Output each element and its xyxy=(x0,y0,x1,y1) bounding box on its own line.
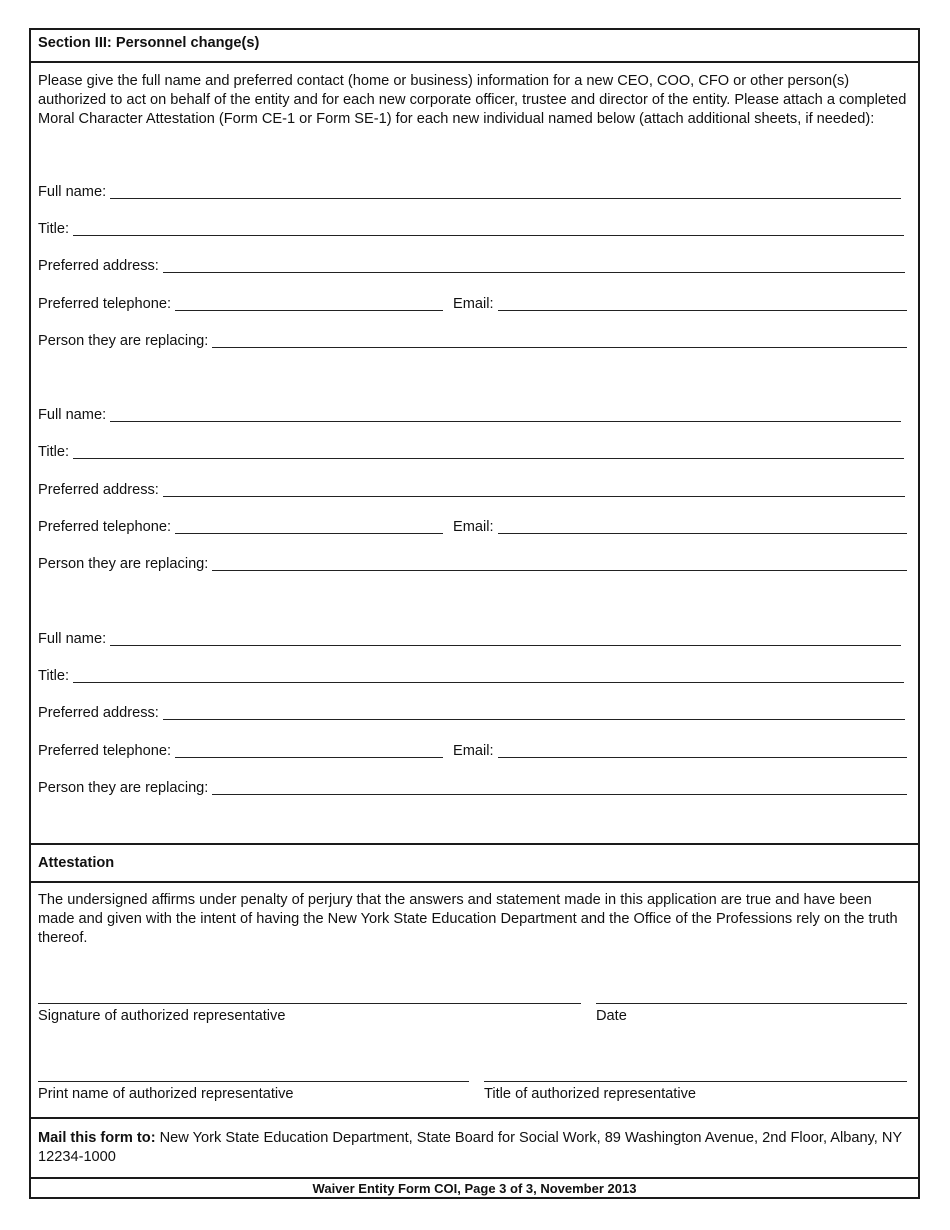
email-field-2[interactable] xyxy=(453,518,907,537)
signature-label: Signature of authorized representative xyxy=(38,1008,286,1024)
mail-instructions xyxy=(38,1129,908,1167)
address-label: Preferred address: xyxy=(38,258,159,274)
email-field-1[interactable] xyxy=(453,295,907,314)
attestation-heading: Attestation xyxy=(38,855,115,871)
email-label: Email: xyxy=(453,296,494,312)
full-name-field-1[interactable] xyxy=(38,183,901,202)
attestation-text: The undersigned affirms under penalty of perjury that the answers and statement made in this application are true and have been made and given with the intent of having the New York State Education Department and the Office of the Professions rely on the truth thereof. xyxy=(38,892,898,946)
page-footer: Waiver Entity Form COI, Page 3 of 3, November 2013 xyxy=(312,1181,637,1196)
section-heading: Section III: Personnel change(s) xyxy=(38,35,260,51)
print-name-label: Print name of authorized representative xyxy=(38,1086,294,1102)
divider xyxy=(29,843,920,845)
address-label: Preferred address: xyxy=(38,705,159,721)
date-label: Date xyxy=(596,1008,627,1024)
divider xyxy=(29,1177,920,1179)
telephone-field-1[interactable] xyxy=(38,295,443,314)
address-field-1[interactable] xyxy=(38,257,905,276)
address-label: Preferred address: xyxy=(38,482,159,498)
replacing-field-1[interactable] xyxy=(38,332,907,351)
email-label: Email: xyxy=(453,743,494,759)
telephone-field-2[interactable] xyxy=(38,518,443,537)
telephone-label: Preferred telephone: xyxy=(38,519,172,535)
title-label: Title: xyxy=(38,668,70,684)
telephone-label: Preferred telephone: xyxy=(38,296,172,312)
replacing-field-3[interactable] xyxy=(38,779,907,798)
replacing-field-2[interactable] xyxy=(38,555,907,574)
section-intro: Please give the full name and preferred contact (home or business) information for a new CEO, COO, CFO or other person(s) authorized to act on behalf of the entity and for each new corporate officer, trustee and director of the entity. Please attach a completed Moral Character Attestation (Form CE-1 or Form SE-1) for each new individual named below (attach additional sheets, if needed): xyxy=(38,73,907,127)
divider xyxy=(29,61,920,63)
full-name-label: Full name: xyxy=(38,407,107,423)
title-label: Title: xyxy=(38,221,70,237)
date-line[interactable] xyxy=(596,1003,907,1004)
email-field-3[interactable] xyxy=(453,742,907,761)
replacing-label: Person they are replacing: xyxy=(38,556,209,572)
replacing-label: Person they are replacing: xyxy=(38,333,209,349)
rep-title-line[interactable] xyxy=(484,1081,907,1082)
mail-label: Mail this form to: xyxy=(38,1130,156,1146)
email-label: Email: xyxy=(453,519,494,535)
divider xyxy=(29,881,920,883)
full-name-label: Full name: xyxy=(38,631,107,647)
address-field-3[interactable] xyxy=(38,704,905,723)
divider xyxy=(29,1117,920,1119)
full-name-field-3[interactable] xyxy=(38,630,901,649)
signature-line[interactable] xyxy=(38,1003,581,1004)
replacing-label: Person they are replacing: xyxy=(38,780,209,796)
title-field-2[interactable] xyxy=(38,443,904,462)
print-name-line[interactable] xyxy=(38,1081,469,1082)
title-label: Title: xyxy=(38,444,70,460)
address-field-2[interactable] xyxy=(38,481,905,500)
full-name-label: Full name: xyxy=(38,184,107,200)
title-field-3[interactable] xyxy=(38,667,904,686)
title-field-1[interactable] xyxy=(38,220,904,239)
telephone-label: Preferred telephone: xyxy=(38,743,172,759)
rep-title-label: Title of authorized representative xyxy=(484,1086,696,1102)
telephone-field-3[interactable] xyxy=(38,742,443,761)
full-name-field-2[interactable] xyxy=(38,406,901,425)
mail-address: New York State Education Department, State Board for Social Work, 89 Washington Avenue, 2nd Floor, Albany, NY 12234-1000 xyxy=(38,1130,902,1165)
